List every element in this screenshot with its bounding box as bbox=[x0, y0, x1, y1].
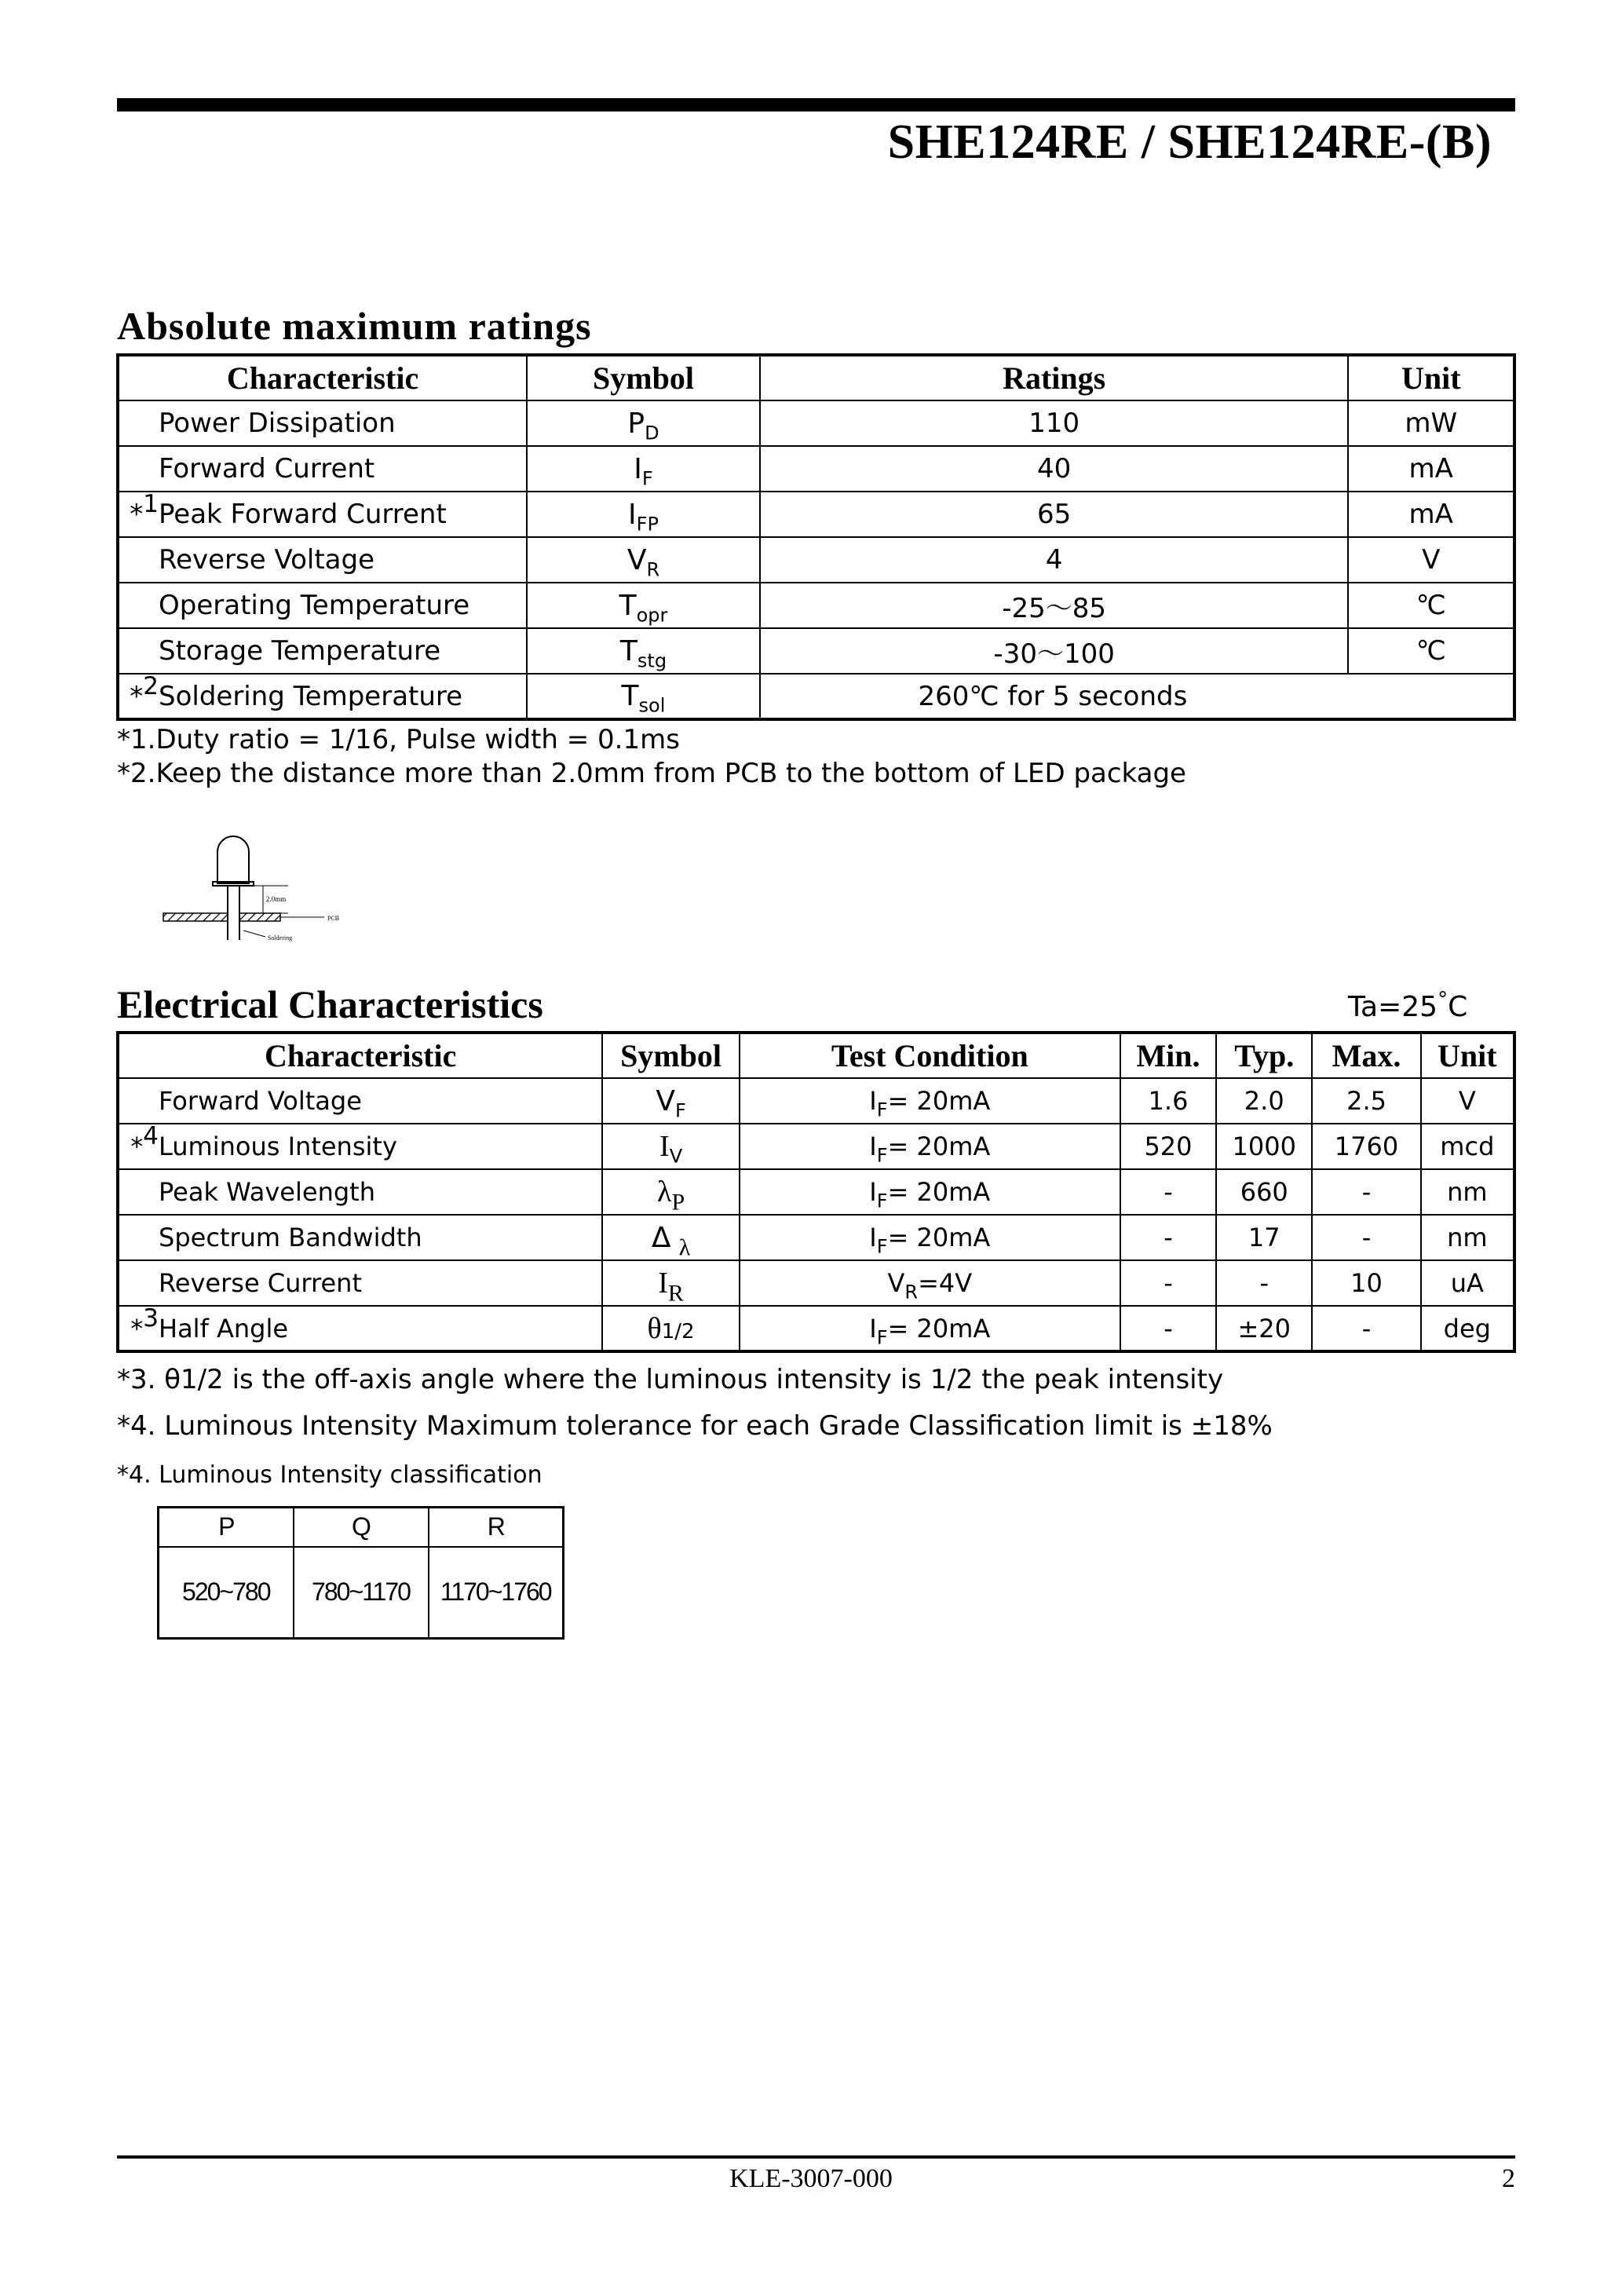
typ-cell: ±20 bbox=[1216, 1306, 1312, 1351]
document-title: SHE124RE / SHE124RE-(B) bbox=[887, 115, 1492, 169]
max-cell: 10 bbox=[1312, 1260, 1420, 1306]
soldering-label: Soldering bbox=[268, 934, 293, 941]
rating-cell: -25～85 bbox=[760, 583, 1349, 628]
typ-cell: 1000 bbox=[1216, 1124, 1312, 1169]
unit-cell: mA bbox=[1348, 492, 1514, 537]
footnote: *4. Luminous Intensity classification bbox=[117, 1461, 542, 1489]
typ-cell: 17 bbox=[1216, 1215, 1312, 1260]
symbol-cell: $T_{stg}$ bbox=[527, 628, 760, 674]
min-cell: - bbox=[1120, 1169, 1216, 1215]
table-header-row bbox=[118, 355, 1514, 400]
condition-cell: $I_F= 20mA$ bbox=[740, 1124, 1120, 1169]
min-cell: - bbox=[1120, 1260, 1216, 1306]
table-header-row bbox=[118, 1033, 1514, 1078]
characteristic-cell: Peak Wavelength bbox=[118, 1169, 602, 1215]
rating-cell: 260℃ for 5 seconds bbox=[760, 674, 1514, 719]
symbol-cell: $T_{opr}$ bbox=[527, 583, 760, 628]
unit-cell: V bbox=[1421, 1078, 1514, 1124]
column-header: Test Condition bbox=[740, 1033, 1120, 1078]
electrical-characteristics-table bbox=[116, 1031, 1516, 1353]
unit-cell: nm bbox=[1421, 1215, 1514, 1260]
column-header: Symbol bbox=[602, 1033, 739, 1078]
unit-cell: ℃ bbox=[1348, 583, 1514, 628]
min-cell: 520 bbox=[1120, 1124, 1216, 1169]
note-marker: *3 bbox=[130, 1306, 159, 1344]
grade-cell: R bbox=[429, 1508, 564, 1547]
symbol-cell: $I_F$ bbox=[527, 446, 760, 492]
symbol-cell: $I_V$ bbox=[602, 1124, 739, 1169]
note-marker: *4 bbox=[130, 1124, 159, 1161]
range-cell: 520~780 bbox=[159, 1547, 294, 1639]
typ-cell: 660 bbox=[1216, 1169, 1312, 1215]
max-cell: - bbox=[1312, 1215, 1420, 1260]
unit-cell: mA bbox=[1348, 446, 1514, 492]
max-cell: - bbox=[1312, 1306, 1420, 1351]
pcb-board bbox=[239, 913, 280, 921]
max-cell: 1760 bbox=[1312, 1124, 1420, 1169]
led-mounting-diagram bbox=[161, 821, 373, 946]
table-row bbox=[118, 1260, 1514, 1306]
symbol-cell: IR bbox=[602, 1260, 739, 1306]
pcb-board bbox=[163, 913, 228, 921]
range-cell: 1170~1760 bbox=[429, 1547, 564, 1639]
rating-cell: 4 bbox=[760, 537, 1349, 583]
condition-cell: $I_F= 20mA$ bbox=[740, 1078, 1120, 1124]
characteristic-cell: Power Dissipation bbox=[118, 400, 527, 446]
condition-cell: $I_F= 20mA$ bbox=[740, 1306, 1120, 1351]
intensity-classification-table bbox=[157, 1506, 564, 1640]
footnote: *3. θ1/2 is the off-axis angle where the luminous intensity is 1/2 the peak intensity bbox=[117, 1364, 1224, 1395]
symbol-cell: $V_R$ bbox=[527, 537, 760, 583]
document-code: KLE-3007-000 bbox=[729, 2164, 893, 2193]
column-header: Max. bbox=[1312, 1033, 1420, 1078]
characteristic-cell: Spectrum Bandwidth bbox=[118, 1215, 602, 1260]
min-cell: - bbox=[1120, 1306, 1216, 1351]
unit-cell: V bbox=[1348, 537, 1514, 583]
column-header: Characteristic bbox=[118, 1033, 602, 1078]
electrical-characteristics-title: Electrical Characteristics bbox=[117, 982, 543, 1026]
characteristic-cell: *3Half Angle bbox=[118, 1306, 602, 1351]
unit-cell: mW bbox=[1348, 400, 1514, 446]
table-row bbox=[118, 446, 1514, 492]
symbol-cell: $V_F$ bbox=[602, 1078, 739, 1124]
table-row bbox=[118, 1078, 1514, 1124]
symbol-cell: $P_D$ bbox=[527, 400, 760, 446]
characteristic-cell: Reverse Voltage bbox=[118, 537, 527, 583]
symbol-cell: λP bbox=[602, 1169, 739, 1215]
unit-cell: nm bbox=[1421, 1169, 1514, 1215]
column-header: Min. bbox=[1120, 1033, 1216, 1078]
characteristic-cell: Reverse Current bbox=[118, 1260, 602, 1306]
max-cell: - bbox=[1312, 1169, 1420, 1215]
table-row bbox=[118, 1306, 1514, 1351]
rating-cell: 65 bbox=[760, 492, 1349, 537]
rating-cell: -30～100 bbox=[760, 628, 1349, 674]
symbol-cell: $I_{FP}$ bbox=[527, 492, 760, 537]
column-header: Unit bbox=[1421, 1033, 1514, 1078]
footnote: *4. Luminous Intensity Maximum tolerance for each Grade Classification limit is ±18% bbox=[117, 1410, 1273, 1442]
column-header: Ratings bbox=[760, 355, 1349, 400]
absolute-ratings-title: Absolute maximum ratings bbox=[117, 304, 592, 348]
note-marker: *1 bbox=[130, 492, 159, 530]
symbol-cell: Δ λ bbox=[602, 1215, 739, 1260]
characteristic-cell: Storage Temperature bbox=[118, 628, 527, 674]
typ-cell: - bbox=[1216, 1260, 1312, 1306]
pcb-label: PCB bbox=[327, 915, 340, 922]
table-row bbox=[118, 628, 1514, 674]
symbol-cell: $T_{sol}$ bbox=[527, 674, 760, 719]
unit-cell: deg bbox=[1421, 1306, 1514, 1351]
characteristic-cell: *4Luminous Intensity bbox=[118, 1124, 602, 1169]
rating-cell: 110 bbox=[760, 400, 1349, 446]
footnote: *1.Duty ratio = 1/16, Pulse width = 0.1ms bbox=[117, 724, 680, 755]
unit-cell: ℃ bbox=[1348, 628, 1514, 674]
characteristic-cell: Operating Temperature bbox=[118, 583, 527, 628]
condition-cell: $I_F= 20mA$ bbox=[740, 1169, 1120, 1215]
ambient-temperature-label: Ta=25°C bbox=[1348, 988, 1468, 1023]
characteristic-cell: *1Peak Forward Current bbox=[118, 492, 527, 537]
column-header: Characteristic bbox=[118, 355, 527, 400]
min-cell: 1.6 bbox=[1120, 1078, 1216, 1124]
table-row bbox=[118, 537, 1514, 583]
condition-cell: $V_R=4V$ bbox=[740, 1260, 1120, 1306]
condition-cell: $I_F= 20mA$ bbox=[740, 1215, 1120, 1260]
min-cell: - bbox=[1120, 1215, 1216, 1260]
dimension-label: 2.0mm bbox=[266, 895, 287, 903]
grade-cell: Q bbox=[294, 1508, 429, 1547]
characteristic-cell: *2Soldering Temperature bbox=[118, 674, 527, 719]
column-header: Typ. bbox=[1216, 1033, 1312, 1078]
header-rule bbox=[117, 98, 1515, 112]
table-row bbox=[159, 1547, 564, 1639]
max-cell: 2.5 bbox=[1312, 1078, 1420, 1124]
table-row bbox=[118, 400, 1514, 446]
led-body-icon bbox=[217, 836, 249, 883]
table-row bbox=[118, 1169, 1514, 1215]
table-row bbox=[118, 492, 1514, 537]
symbol-cell: θ1/2 bbox=[602, 1306, 739, 1351]
column-header: Unit bbox=[1348, 355, 1514, 400]
unit-cell: uA bbox=[1421, 1260, 1514, 1306]
grade-cell: P bbox=[159, 1508, 294, 1547]
rating-cell: 40 bbox=[760, 446, 1349, 492]
absolute-ratings-table bbox=[116, 353, 1516, 721]
page-number: 2 bbox=[1502, 2164, 1515, 2193]
unit-cell: mcd bbox=[1421, 1124, 1514, 1169]
table-row bbox=[118, 1124, 1514, 1169]
characteristic-cell: Forward Voltage bbox=[118, 1078, 602, 1124]
table-row bbox=[118, 1215, 1514, 1260]
table-row bbox=[118, 674, 1514, 719]
range-cell: 780~1170 bbox=[294, 1547, 429, 1639]
footer-rule bbox=[117, 2155, 1515, 2159]
column-header: Symbol bbox=[527, 355, 760, 400]
note-marker: *2 bbox=[130, 674, 159, 712]
table-row bbox=[118, 583, 1514, 628]
footnote: *2.Keep the distance more than 2.0mm from PCB to the bottom of LED package bbox=[117, 758, 1186, 789]
typ-cell: 2.0 bbox=[1216, 1078, 1312, 1124]
characteristic-cell: Forward Current bbox=[118, 446, 527, 492]
table-header-row bbox=[159, 1508, 564, 1547]
